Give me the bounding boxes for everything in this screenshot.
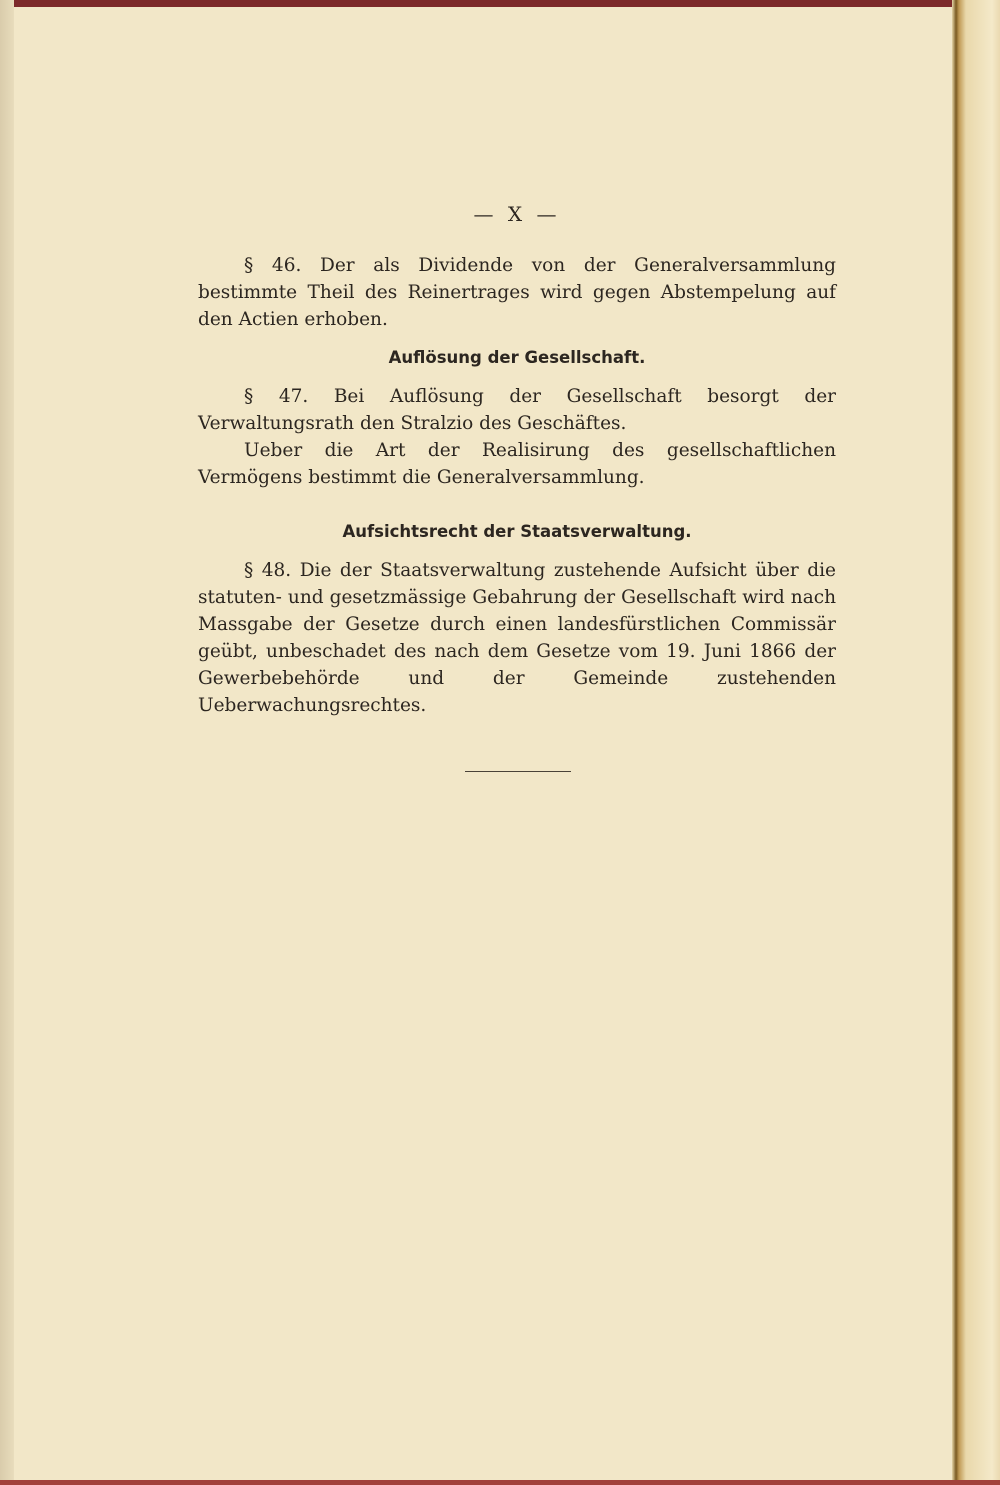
page-content [198,200,836,719]
section-48-paragraph: § 48. Die der Staatsverwaltung zustehende Aufsicht über die statuten- und gesetzmässige Gebahrung der Gesellschaft wird nach Massgabe der Gesetze durch einen landesfürstlichen Commissär geübt, unbeschadet des nach dem Gesetze vom 19. Juni 1866 der Gewerbebehörde und der Gemeinde zustehenden Ueberwachungsrechtes. [198,560,836,716]
section-47-paragraph-2: Ueber die Art der Realisirung des gesellschaftlichen Vermögens bestimmt die Generalversammlung. [198,440,836,488]
heading-supervision: Aufsichtsrecht der Staatsverwaltung. [342,522,692,541]
section-47-paragraph: § 47. Bei Auflösung der Gesellschaft besorgt der Verwaltungsrath den Stralzio des Geschäftes. [198,386,836,434]
book-spine [952,0,1000,1485]
page-top-edge [0,0,1000,7]
page-number: — X — [473,202,561,226]
page-bottom-edge [0,1480,1000,1485]
end-rule [465,771,571,772]
heading-dissolution: Auflösung der Gesellschaft. [388,348,646,367]
page-left-edge [0,0,14,1485]
section-46-paragraph: § 46. Der als Dividende von der Generalversammlung bestimmte Theil des Reinertrages wird gegen Abstempelung auf den Actien erhoben. [198,255,836,330]
